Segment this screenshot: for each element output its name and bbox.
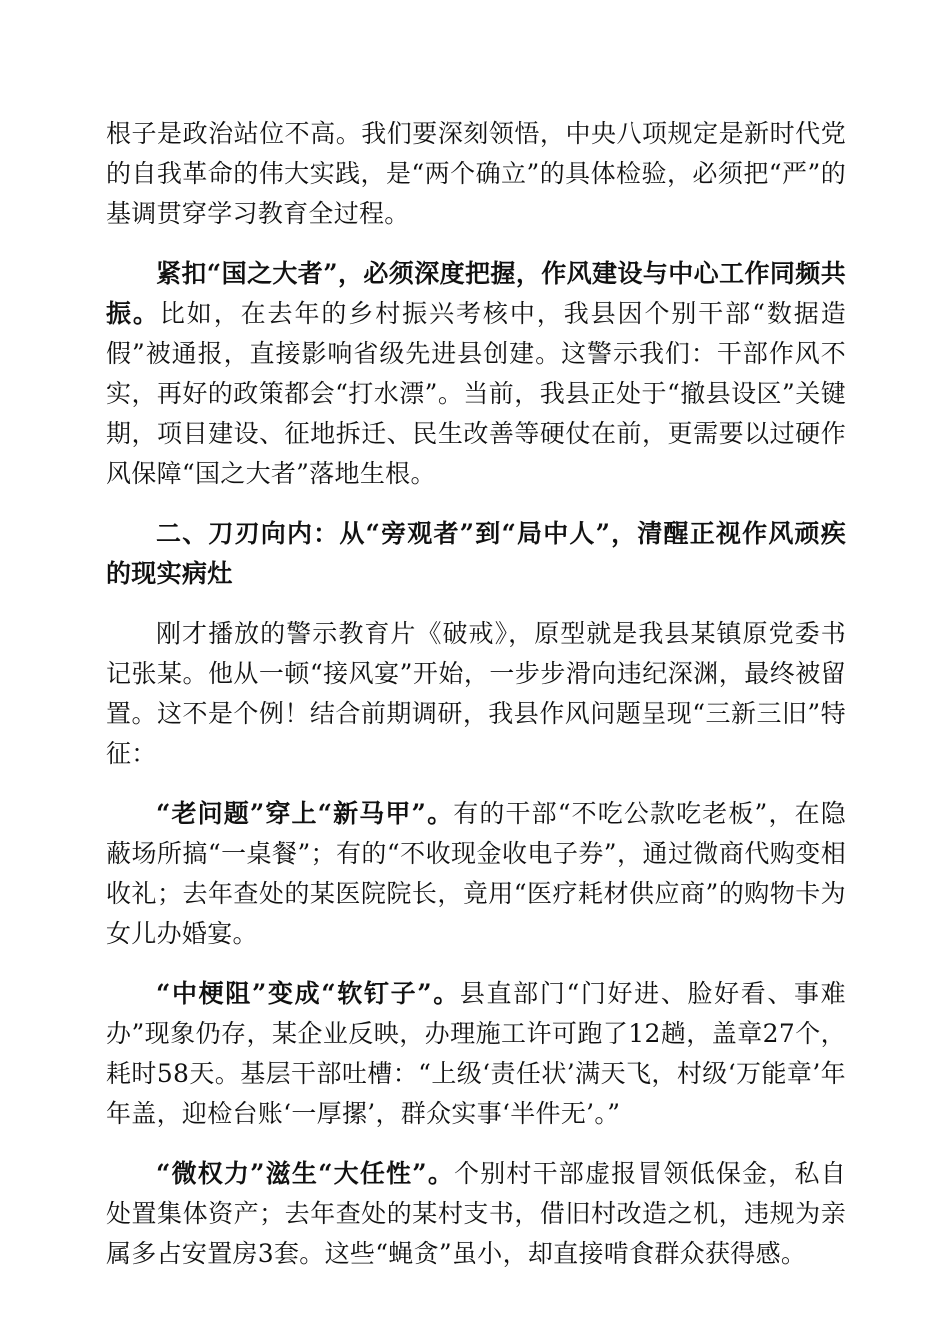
paragraph-text: 比如，在去年的乡村振兴考核中，我县因个别干部“数据造假”被通报，直接影响省级先进县创建。这警示我们：干部作风不实，再好的政策都会“打水漂”。当前，我县正处于“撤县设区”关键期，项目建设、征地拆迁、民生改善等硬仗在前，更需要以过硬作风保障“国之大者”落地生根。 <box>106 299 846 488</box>
paragraph-lead: “微权力”滋生“大任性”。 <box>156 1159 455 1188</box>
document-body <box>106 114 846 1294</box>
paragraph-old-problems <box>106 794 846 954</box>
section-heading-2 <box>106 514 846 594</box>
paragraph-lead: “老问题”穿上“新马甲”。 <box>156 799 454 828</box>
paragraph-warning-film <box>106 614 846 774</box>
paragraph-text: 根子是政治站位不高。我们要深刻领悟，中央八项规定是新时代党的自我革命的伟大实践，是“两个确立”的具体检验，必须把“严”的基调贯穿学习教育全过程。 <box>106 119 846 228</box>
paragraph-lead: 紧扣“国之大者”，必须深度把握，作风建设与中心工作同频共振。 <box>106 259 846 328</box>
paragraph-political-stance <box>106 114 846 234</box>
paragraph-micro-power <box>106 1154 846 1274</box>
paragraph-text: 有的干部“不吃公款吃老板”，在隐蔽场所搞“一桌餐”；有的“不收现金收电子券”，通过微商代购变相收礼；去年查处的某医院院长，竟用“医疗耗材供应商”的购物卡为女儿办婚宴。 <box>106 799 846 948</box>
paragraph-text: 个别村干部虚报冒领低保金，私自处置集体资产；去年查处的某村支书，借旧村改造之机，违规为亲属多占安置房3套。这些“蝇贪”虽小，却直接啃食群众获得感。 <box>106 1159 846 1268</box>
paragraph-lead: “中梗阻”变成“软钉子”。 <box>156 979 460 1008</box>
paragraph-text: 刚才播放的警示教育片《破戒》，原型就是我县某镇原党委书记张某。他从一顿“接风宴”开始，一步步滑向违纪深渊，最终被留置。这不是个例！结合前期调研，我县作风问题呈现“三新三旧”特征： <box>106 619 846 768</box>
paragraph-text: 县直部门“门好进、脸好看、事难办”现象仍存，某企业反映，办理施工许可跑了12趟，盖章27个，耗时58天。基层干部吐槽：“上级‘责任状’满天飞，村级‘万能章’年年盖，迎检台账‘一厚摞’，群众实事‘半件无’。” <box>106 979 846 1128</box>
paragraph-obstruction <box>106 974 846 1134</box>
section-heading-text: 二、刀刃向内：从“旁观者”到“局中人”，清醒正视作风顽疾的现实病灶 <box>106 519 846 588</box>
paragraph-work-style-alignment <box>106 254 846 494</box>
